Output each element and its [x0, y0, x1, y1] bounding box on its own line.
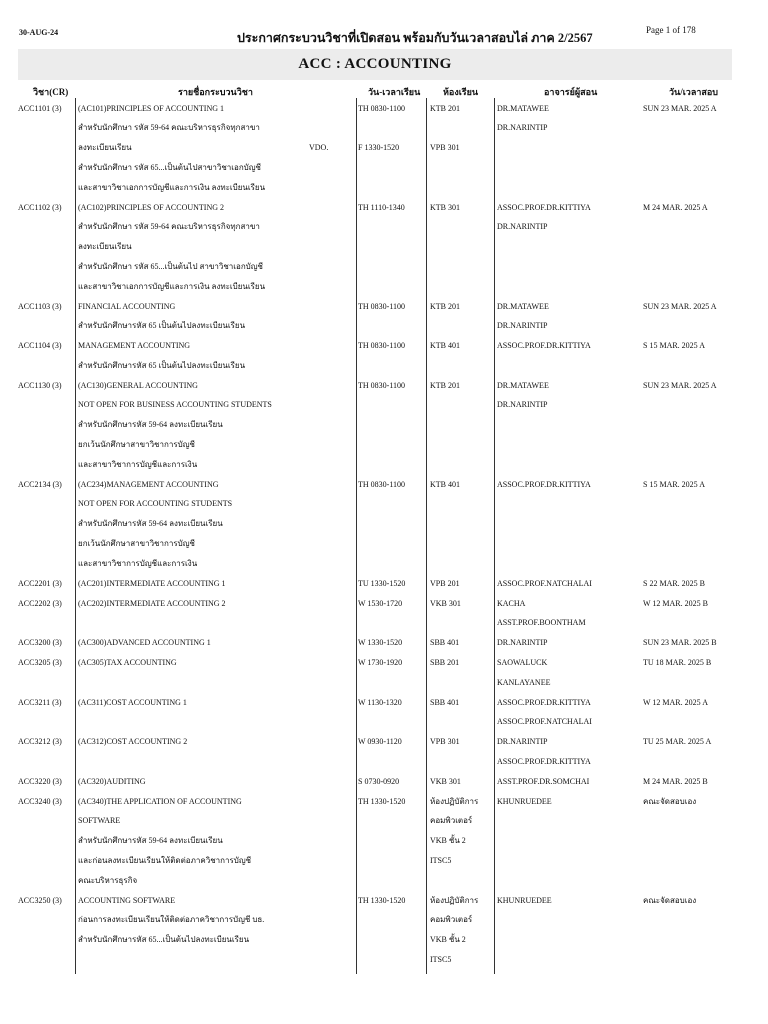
course-note-line [309, 99, 355, 119]
instructor [497, 594, 639, 634]
classroom-line: SBB 401 [430, 638, 460, 648]
column-divider [494, 98, 495, 974]
instructor [497, 772, 639, 792]
course-name-line: ก่อนการลงทะเบียนเรียนให้ติดต่อภาควิชาการบัญชี บธ. [78, 915, 265, 925]
course-name [78, 336, 310, 376]
course-name-line: ACCOUNTING SOFTWARE [78, 895, 176, 905]
course-name-line: (AC305)TAX ACCOUNTING [78, 657, 177, 667]
course-name-line: สำหรับนักศึกษารหัส 59-64 ลงทะเบียนเรียน [78, 420, 223, 430]
course-code-line: ACC3250 (3) [18, 895, 62, 905]
course-code-line: ACC3205 (3) [18, 657, 62, 667]
exam-date-line: TU 25 MAR. 2025 A [643, 737, 712, 747]
classroom [430, 475, 494, 495]
course-name-line: คณะบริหารธุรกิจ [78, 875, 138, 885]
course-name-line: (AC202)INTERMEDIATE ACCOUNTING 2 [78, 598, 226, 608]
course-name [78, 376, 310, 475]
classroom-line: KTB 301 [430, 202, 460, 212]
instructor-line: DR.NARINTIP [497, 222, 548, 232]
course-name-line: สำหรับนักศึกษารหัส 59-64 ลงทะเบียนเรียน [78, 836, 223, 846]
instructor-line: ASSOC.PROF.NATCHALAI [497, 578, 592, 588]
course-code [18, 198, 74, 218]
classroom [430, 336, 494, 356]
course-code [18, 99, 74, 119]
instructor-line: DR.NARINTIP [497, 638, 548, 648]
class-time [358, 594, 424, 614]
classroom [430, 693, 494, 713]
course-name-line: สำหรับนักศึกษารหัส 65 เป็นต้นไปลงทะเบียนเรียน [78, 321, 246, 331]
class-time [358, 475, 424, 495]
classroom-line: VKB ชั้น 2 [430, 935, 466, 945]
course-code [18, 297, 74, 317]
course-note-line [309, 118, 355, 138]
classroom-line: ITSC5 [430, 954, 452, 964]
course-name [78, 297, 310, 337]
classroom-line: ITSC5 [430, 855, 452, 865]
department-banner: ACC : ACCOUNTING [18, 49, 732, 80]
course-code-line: ACC2201 (3) [18, 578, 62, 588]
exam-date-line: SUN 23 MAR. 2025 A [643, 103, 717, 113]
classroom-line: VKB 301 [430, 598, 461, 608]
course-name-line: ยกเว้นนักศึกษาสาขาวิชาการบัญชี [78, 539, 195, 549]
instructor-line: KANLAYANEE [497, 677, 551, 687]
exam-date-line: M 24 MAR. 2025 A [643, 202, 708, 212]
instructor [497, 574, 639, 594]
classroom-line: VPB 301 [430, 737, 460, 747]
instructor-line: ASST.PROF.DR.SOMCHAI [497, 776, 590, 786]
classroom-line: คอมพิวเตอร์ [430, 816, 473, 826]
class-time-line: TH 0830-1100 [358, 301, 406, 311]
instructor [497, 792, 639, 812]
course-name-line: และสาขาวิชาเอกการบัญชีและการเงิน ลงทะเบียนเรียน [78, 182, 266, 192]
exam-date [643, 594, 749, 614]
exam-date [643, 732, 749, 752]
class-time-line: TH 0830-1100 [358, 380, 406, 390]
course-code-line: ACC3212 (3) [18, 737, 62, 747]
course-code-line: ACC3220 (3) [18, 776, 62, 786]
column-header-room: ห้องเรียน [443, 87, 479, 97]
course-code [18, 633, 74, 653]
instructor-line: KHUNRUEDEE [497, 895, 552, 905]
classroom-line: VKB ชั้น 2 [430, 836, 466, 846]
instructor-line: DR.MATAWEE [497, 301, 549, 311]
class-time [358, 376, 424, 396]
classroom [430, 198, 494, 218]
course-code [18, 732, 74, 752]
instructor-line: ASSOC.PROF.DR.KITTIYA [497, 756, 591, 766]
column-divider [75, 98, 76, 974]
classroom [430, 574, 494, 594]
class-time-line: W 1530-1720 [358, 598, 403, 608]
course-name-line: (AC130)GENERAL ACCOUNTING [78, 380, 198, 390]
exam-date-line: SUN 23 MAR. 2025 A [643, 380, 717, 390]
class-time [358, 297, 424, 317]
course-name-line: (AC311)COST ACCOUNTING 1 [78, 697, 187, 707]
classroom-line: SBB 401 [430, 697, 460, 707]
classroom [430, 297, 494, 317]
classroom-line: VPB 301 [430, 143, 460, 153]
course-code-line: ACC1130 (3) [18, 380, 62, 390]
classroom [430, 99, 494, 158]
course-name [78, 475, 310, 574]
course-name [78, 99, 310, 198]
classroom [430, 633, 494, 653]
instructor [497, 653, 639, 693]
instructor-line: ASST.PROF.BOONTHAM [497, 618, 586, 628]
class-time-line [358, 118, 424, 138]
instructor-line: ASSOC.PROF.NATCHALAI [497, 717, 592, 727]
class-time-line: TH 0830-1100 [358, 103, 406, 113]
classroom [430, 792, 494, 871]
exam-date-line: SUN 23 MAR. 2025 A [643, 301, 717, 311]
instructor-line: ASSOC.PROF.DR.KITTIYA [497, 341, 591, 351]
class-time-line: TU 1330-1520 [358, 578, 406, 588]
class-time [358, 693, 424, 713]
column-header-instructor: อาจารย์ผู้สอน [544, 87, 598, 97]
course-name-line: (AC340)THE APPLICATION OF ACCOUNTING [78, 796, 242, 806]
course-name-line: (AC320)AUDITING [78, 776, 146, 786]
column-header-exam: วัน/เวลาสอบ [669, 87, 719, 97]
class-time-line: TH 1330-1520 [358, 895, 406, 905]
instructor-line: DR.NARINTIP [497, 737, 548, 747]
course-name-line: (AC201)INTERMEDIATE ACCOUNTING 1 [78, 578, 226, 588]
classroom [430, 653, 494, 673]
classroom-line [430, 118, 494, 138]
course-name-line: สำหรับนักศึกษารหัส 65 เป็นต้นไปลงทะเบียนเรียน [78, 360, 246, 370]
exam-date-line: W 12 MAR. 2025 A [643, 697, 708, 707]
instructor [497, 693, 639, 733]
instructor-line: DR.NARINTIP [497, 400, 548, 410]
instructor-line: DR.NARINTIP [497, 321, 548, 331]
column-header-name: รายชื่อกระบวนวิชา [178, 87, 253, 97]
course-name-line: สำหรับนักศึกษา รหัส 59-64 คณะบริหารธุรกิจทุกสาขา [78, 123, 260, 133]
class-time [358, 732, 424, 752]
classroom [430, 891, 494, 970]
column-divider [426, 98, 427, 974]
classroom-line: KTB 201 [430, 103, 460, 113]
course-name-line: และสาขาวิชาการบัญชีและการเงิน [78, 558, 198, 568]
instructor [497, 198, 639, 238]
course-code-line: ACC3211 (3) [18, 697, 62, 707]
exam-date [643, 772, 749, 792]
exam-date [643, 653, 749, 673]
exam-date-line: คณะจัดสอบเอง [643, 895, 697, 905]
classroom-line: VKB 301 [430, 776, 461, 786]
exam-date [643, 693, 749, 713]
course-name [78, 891, 310, 950]
class-time [358, 198, 424, 218]
course-name-line: ลงทะเบียนเรียน [78, 143, 132, 153]
exam-date [643, 891, 749, 911]
instructor [497, 633, 639, 653]
course-name [78, 732, 310, 752]
instructor-line: KHUNRUEDEE [497, 796, 552, 806]
course-name-line: และสาขาวิชาการบัญชีและการเงิน [78, 459, 198, 469]
course-name-line: สำหรับนักศึกษา รหัส 65...เป็นต้นไป สาขาวิชาเอกบัญชี [78, 261, 263, 271]
page-number: Page 1 of 178 [646, 25, 696, 35]
class-time [358, 99, 424, 158]
class-time-line: W 0930-1120 [358, 737, 402, 747]
course-name-line: ลงทะเบียนเรียน [78, 242, 132, 252]
course-name-line: FINANCIAL ACCOUNTING [78, 301, 176, 311]
exam-date [643, 336, 749, 356]
exam-date-line: S 15 MAR. 2025 A [643, 479, 706, 489]
course-note [309, 99, 355, 158]
classroom-line: ห้องปฏิบัติการ [430, 796, 479, 806]
exam-date-line: M 24 MAR. 2025 B [643, 776, 708, 786]
instructor-line: ASSOC.PROF.DR.KITTIYA [497, 697, 591, 707]
course-name [78, 574, 310, 594]
course-name-line: NOT OPEN FOR ACCOUNTING STUDENTS [78, 499, 233, 509]
column-header-code: วิชา(CR) [33, 87, 69, 97]
course-code [18, 376, 74, 396]
course-code-line: ACC3240 (3) [18, 796, 62, 806]
course-name-line: และสาขาวิชาเอกการบัญชีและการเงิน ลงทะเบียนเรียน [78, 281, 266, 291]
course-name-line: MANAGEMENT ACCOUNTING [78, 341, 191, 351]
course-name-line: (AC234)MANAGEMENT ACCOUNTING [78, 479, 219, 489]
instructor [497, 336, 639, 356]
instructor-line: SAOWALUCK [497, 657, 548, 667]
course-name [78, 772, 310, 792]
classroom [430, 376, 494, 396]
course-code [18, 693, 74, 713]
exam-date-line: W 12 MAR. 2025 B [643, 598, 708, 608]
course-name [78, 792, 310, 891]
classroom-line: KTB 401 [430, 341, 460, 351]
course-name [78, 693, 310, 713]
course-name-line: (AC101)PRINCIPLES OF ACCOUNTING 1 [78, 103, 225, 113]
class-time-line: W 1130-1320 [358, 697, 402, 707]
instructor-line: DR.MATAWEE [497, 103, 549, 113]
instructor [497, 99, 639, 139]
column-divider [356, 98, 357, 974]
instructor [497, 732, 639, 772]
course-code [18, 594, 74, 614]
course-code-line: ACC2202 (3) [18, 598, 62, 608]
print-date: 30-AUG-24 [19, 28, 59, 37]
course-name [78, 653, 310, 673]
course-name-line: และก่อนลงทะเบียนเรียนให้ติดต่อภาควิชาการบัญชี [78, 855, 252, 865]
classroom-line: KTB 401 [430, 479, 460, 489]
exam-date-line: S 15 MAR. 2025 A [643, 341, 706, 351]
class-time-line: TH 0830-1100 [358, 479, 406, 489]
course-name-line: SOFTWARE [78, 816, 121, 826]
exam-date [643, 297, 749, 317]
class-time [358, 792, 424, 812]
class-time-line: F 1330-1520 [358, 143, 400, 153]
course-name-line: สำหรับนักศึกษา รหัส 65...เป็นต้นไปสาขาวิชาเอกบัญชี [78, 162, 261, 172]
instructor-line: DR.MATAWEE [497, 380, 549, 390]
exam-date-line: TU 18 MAR. 2025 B [643, 657, 712, 667]
class-time [358, 772, 424, 792]
page-title: ประกาศกระบวนวิชาที่เปิดสอน พร้อมกับวันเวลาสอบไล่ ภาค 2/2567 [237, 31, 593, 45]
classroom [430, 772, 494, 792]
exam-date [643, 792, 749, 812]
course-name-line: สำหรับนักศึกษารหัส 65...เป็นต้นไปลงทะเบียนเรียน [78, 935, 250, 945]
course-code-line: ACC1103 (3) [18, 301, 62, 311]
instructor [497, 297, 639, 337]
classroom-line: คอมพิวเตอร์ [430, 915, 473, 925]
course-name [78, 594, 310, 614]
class-time [358, 336, 424, 356]
instructor-line: ASSOC.PROF.DR.KITTIYA [497, 479, 591, 489]
class-time-line: TH 0830-1100 [358, 341, 406, 351]
exam-date [643, 574, 749, 594]
course-code [18, 772, 74, 792]
course-name-line: (AC312)COST ACCOUNTING 2 [78, 737, 188, 747]
instructor [497, 376, 639, 416]
course-code [18, 792, 74, 812]
classroom-line: KTB 201 [430, 380, 460, 390]
classroom-line: VPB 201 [430, 578, 460, 588]
column-header-time: วัน-เวลาเรียน [368, 87, 421, 97]
instructor-line: KACHA [497, 598, 526, 608]
class-time-line: S 0730-0920 [358, 776, 400, 786]
course-code-line: ACC3200 (3) [18, 638, 62, 648]
course-code [18, 891, 74, 911]
class-time-line: TH 1330-1520 [358, 796, 406, 806]
class-time [358, 891, 424, 911]
exam-date [643, 376, 749, 396]
course-code [18, 336, 74, 356]
course-code [18, 475, 74, 495]
class-time [358, 653, 424, 673]
course-name-line: ยกเว้นนักศึกษาสาขาวิชาการบัญชี [78, 440, 195, 450]
course-note-line: VDO. [309, 143, 329, 153]
course-name [78, 633, 310, 653]
course-code-line: ACC1101 (3) [18, 103, 62, 113]
classroom [430, 732, 494, 752]
classroom-line: KTB 201 [430, 301, 460, 311]
course-name-line: สำหรับนักศึกษารหัส 59-64 ลงทะเบียนเรียน [78, 519, 223, 529]
course-code-line: ACC2134 (3) [18, 479, 62, 489]
exam-date [643, 198, 749, 218]
class-time-line: W 1730-1920 [358, 657, 403, 667]
classroom [430, 594, 494, 614]
course-name-line: NOT OPEN FOR BUSINESS ACCOUNTING STUDENTS [78, 400, 272, 410]
course-name-line: สำหรับนักศึกษา รหัส 59-64 คณะบริหารธุรกิจทุกสาขา [78, 222, 260, 232]
course-code [18, 574, 74, 594]
exam-date-line: S 22 MAR. 2025 B [643, 578, 706, 588]
exam-date-line: คณะจัดสอบเอง [643, 796, 697, 806]
exam-date [643, 99, 749, 119]
instructor [497, 891, 639, 911]
course-code-line: ACC1104 (3) [18, 341, 62, 351]
course-code [18, 653, 74, 673]
class-time [358, 574, 424, 594]
exam-date [643, 633, 749, 653]
instructor-line: DR.NARINTIP [497, 123, 548, 133]
exam-date [643, 475, 749, 495]
exam-date-line: SUN 23 MAR. 2025 B [643, 638, 717, 648]
class-time [358, 633, 424, 653]
course-name-line: (AC102)PRINCIPLES OF ACCOUNTING 2 [78, 202, 225, 212]
course-name [78, 198, 310, 297]
course-name-line: (AC300)ADVANCED ACCOUNTING 1 [78, 638, 211, 648]
class-time-line: TH 1110-1340 [358, 202, 405, 212]
instructor [497, 475, 639, 495]
instructor-line: ASSOC.PROF.DR.KITTIYA [497, 202, 591, 212]
classroom-line: SBB 201 [430, 657, 460, 667]
classroom-line: ห้องปฏิบัติการ [430, 895, 479, 905]
class-time-line: W 1330-1520 [358, 638, 403, 648]
course-code-line: ACC1102 (3) [18, 202, 62, 212]
